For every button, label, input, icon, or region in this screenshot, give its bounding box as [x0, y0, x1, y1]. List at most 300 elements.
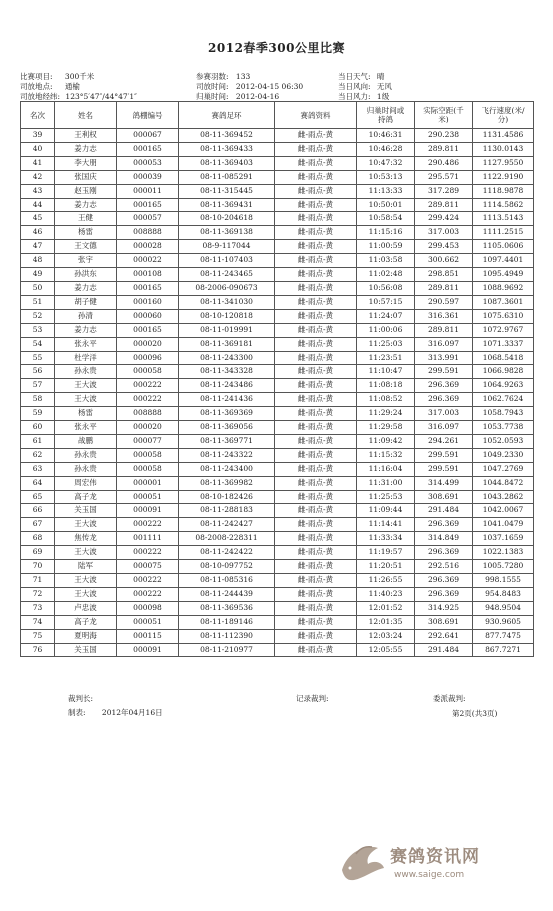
cell-loft: 000165 — [117, 323, 179, 337]
cell-distance: 308.691 — [415, 615, 473, 629]
cell-loft: 008888 — [117, 226, 179, 240]
cell-arrival: 11:23:51 — [357, 351, 415, 365]
cell-speed: 1043.2862 — [473, 490, 534, 504]
cell-loft: 000039 — [117, 170, 179, 184]
cell-name: 张国庆 — [55, 170, 117, 184]
cell-speed: 1053.7738 — [473, 421, 534, 435]
cell-speed: 1072.9767 — [473, 323, 534, 337]
cell-rank: 65 — [21, 490, 55, 504]
cell-loft: 008888 — [117, 407, 179, 421]
cell-rank: 47 — [21, 240, 55, 254]
cell-speed: 1068.5418 — [473, 351, 534, 365]
weather-label: 当日天气: — [338, 72, 371, 81]
cell-rank: 69 — [21, 546, 55, 560]
cell-name: 周宏伟 — [55, 476, 117, 490]
cell-info: 雌-雨点-黄 — [275, 504, 357, 518]
cell-info: 雌-雨点-黄 — [275, 407, 357, 421]
cell-rank: 57 — [21, 379, 55, 393]
cell-speed: 1049.2330 — [473, 448, 534, 462]
cell-name: 王大波 — [55, 393, 117, 407]
cell-name: 杨雷 — [55, 226, 117, 240]
table-row — [21, 323, 534, 337]
cell-loft: 000051 — [117, 615, 179, 629]
race-item-value: 300千米 — [64, 72, 95, 81]
cell-speed: 1118.9878 — [473, 184, 534, 198]
cell-ring: 08-11-369433 — [179, 142, 275, 156]
cell-loft: 000222 — [117, 574, 179, 588]
cell-arrival: 12:03:24 — [357, 629, 415, 643]
table-row — [21, 309, 534, 323]
cell-distance: 290.597 — [415, 295, 473, 309]
cell-name: 李大朋 — [55, 156, 117, 170]
cell-distance: 300.662 — [415, 254, 473, 268]
cell-distance: 292.516 — [415, 560, 473, 574]
table-row — [21, 504, 534, 518]
cell-arrival: 11:40:23 — [357, 587, 415, 601]
cell-speed: 867.7271 — [473, 643, 534, 657]
cell-name: 王大波 — [55, 518, 117, 532]
cell-ring: 08-11-085291 — [179, 170, 275, 184]
table-row — [21, 518, 534, 532]
cell-speed: 1095.4949 — [473, 268, 534, 282]
cell-info: 雌-雨点-黄 — [275, 434, 357, 448]
cell-rank: 53 — [21, 323, 55, 337]
cell-loft: 000165 — [117, 198, 179, 212]
cell-arrival: 11:14:41 — [357, 518, 415, 532]
cell-name: 王大波 — [55, 574, 117, 588]
cell-name: 王文德 — [55, 240, 117, 254]
cell-loft: 000058 — [117, 365, 179, 379]
cell-info: 雌-雨点-黄 — [275, 379, 357, 393]
cell-speed: 1111.2515 — [473, 226, 534, 240]
cell-distance: 296.369 — [415, 574, 473, 588]
cell-info: 雌-雨点-黄 — [275, 309, 357, 323]
cell-distance: 316.361 — [415, 309, 473, 323]
cell-arrival: 10:56:08 — [357, 281, 415, 295]
cell-ring: 08-11-369771 — [179, 434, 275, 448]
cell-arrival: 11:19:57 — [357, 546, 415, 560]
cell-info: 雌-雨点-黄 — [275, 518, 357, 532]
wind-direction-label: 当日风向: — [338, 82, 371, 91]
cell-info: 雌-雨点-黄 — [275, 212, 357, 226]
table-row — [21, 156, 534, 170]
cell-ring: 08-11-369056 — [179, 421, 275, 435]
assigned-label: 委派裁判: — [433, 694, 466, 703]
cell-arrival: 10:50:01 — [357, 198, 415, 212]
cell-name: 赵玉刚 — [55, 184, 117, 198]
cell-ring: 08-10-097752 — [179, 560, 275, 574]
cell-name: 夏明海 — [55, 629, 117, 643]
header-name: 姓名 — [55, 102, 117, 129]
table-row — [21, 170, 534, 184]
cell-rank: 50 — [21, 281, 55, 295]
cell-arrival: 10:46:31 — [357, 129, 415, 143]
cell-name: 孙清 — [55, 309, 117, 323]
cell-loft: 000077 — [117, 434, 179, 448]
cell-name: 孙永贵 — [55, 448, 117, 462]
cell-info: 雌-雨点-黄 — [275, 601, 357, 615]
cell-rank: 52 — [21, 309, 55, 323]
cell-ring: 08-11-369431 — [179, 198, 275, 212]
cell-rank: 39 — [21, 129, 55, 143]
cell-speed: 1064.9263 — [473, 379, 534, 393]
cell-info: 雌-雨点-黄 — [275, 129, 357, 143]
cell-arrival: 12:01:52 — [357, 601, 415, 615]
page-info: 第2页(共3页) — [452, 709, 498, 718]
cell-name: 张永平 — [55, 337, 117, 351]
cell-info: 雌-雨点-黄 — [275, 142, 357, 156]
cell-name: 姜力志 — [55, 142, 117, 156]
cell-info: 雌-雨点-黄 — [275, 629, 357, 643]
cell-distance: 289.811 — [415, 198, 473, 212]
cell-info: 雌-雨点-黄 — [275, 254, 357, 268]
cell-name: 张永平 — [55, 421, 117, 435]
watermark — [342, 840, 522, 890]
cell-distance: 291.484 — [415, 504, 473, 518]
cell-ring: 08-11-243400 — [179, 462, 275, 476]
cell-loft: 000160 — [117, 295, 179, 309]
cell-arrival: 10:58:54 — [357, 212, 415, 226]
cell-arrival: 11:15:16 — [357, 226, 415, 240]
cell-speed: 1105.0606 — [473, 240, 534, 254]
cell-speed: 1088.9692 — [473, 281, 534, 295]
cell-arrival: 12:05:55 — [357, 643, 415, 657]
cell-info: 雌-雨点-黄 — [275, 184, 357, 198]
cell-name: 焦传龙 — [55, 532, 117, 546]
cell-arrival: 11:09:42 — [357, 434, 415, 448]
cell-rank: 59 — [21, 407, 55, 421]
cell-distance: 292.641 — [415, 629, 473, 643]
cell-ring: 08-11-369403 — [179, 156, 275, 170]
cell-arrival: 10:53:13 — [357, 170, 415, 184]
cell-name: 杨雷 — [55, 407, 117, 421]
cell-name: 战鹏 — [55, 434, 117, 448]
cell-loft: 000067 — [117, 129, 179, 143]
cell-rank: 58 — [21, 393, 55, 407]
cell-rank: 54 — [21, 337, 55, 351]
cell-name: 张宇 — [55, 254, 117, 268]
cell-name: 孙洪东 — [55, 268, 117, 282]
cell-speed: 1127.9550 — [473, 156, 534, 170]
cell-loft: 000222 — [117, 587, 179, 601]
table-header-row — [21, 102, 534, 129]
table-row — [21, 574, 534, 588]
cell-rank: 76 — [21, 643, 55, 657]
cell-arrival: 11:16:04 — [357, 462, 415, 476]
entries-value: 133 — [235, 72, 251, 81]
cell-distance: 299.453 — [415, 240, 473, 254]
cell-loft: 000115 — [117, 629, 179, 643]
cell-speed: 954.8483 — [473, 587, 534, 601]
cell-distance: 317.289 — [415, 184, 473, 198]
cell-ring: 08-11-369452 — [179, 129, 275, 143]
referee-label: 裁判长: — [68, 694, 94, 703]
results-table — [20, 101, 534, 657]
table-row — [21, 462, 534, 476]
cell-ring: 08-11-369536 — [179, 601, 275, 615]
release-place-label: 司放地点: — [20, 82, 53, 91]
table-row — [21, 212, 534, 226]
cell-rank: 63 — [21, 462, 55, 476]
cell-ring: 08-11-189146 — [179, 615, 275, 629]
cell-ring: 08-11-369369 — [179, 407, 275, 421]
cell-name: 卢忠波 — [55, 601, 117, 615]
cell-arrival: 11:31:00 — [357, 476, 415, 490]
cell-rank: 56 — [21, 365, 55, 379]
cell-info: 雌-雨点-黄 — [275, 156, 357, 170]
cell-rank: 70 — [21, 560, 55, 574]
table-row — [21, 226, 534, 240]
cell-distance: 316.097 — [415, 337, 473, 351]
cell-ring: 08-11-112390 — [179, 629, 275, 643]
cell-info: 雌-雨点-黄 — [275, 490, 357, 504]
cell-info: 雌-雨点-黄 — [275, 323, 357, 337]
cell-distance: 296.369 — [415, 379, 473, 393]
cell-distance: 299.591 — [415, 365, 473, 379]
header-rank: 名次 — [21, 102, 55, 129]
table-row — [21, 281, 534, 295]
cell-arrival: 10:57:15 — [357, 295, 415, 309]
cell-arrival: 11:08:52 — [357, 393, 415, 407]
cell-info: 雌-雨点-黄 — [275, 587, 357, 601]
cell-distance: 295.571 — [415, 170, 473, 184]
table-row — [21, 379, 534, 393]
table-row — [21, 629, 534, 643]
watermark-title: 赛鸽资讯网 — [390, 847, 480, 867]
cell-ring: 08-11-369181 — [179, 337, 275, 351]
cell-info: 雌-雨点-黄 — [275, 170, 357, 184]
cell-name: 孙永贵 — [55, 365, 117, 379]
cell-loft: 000020 — [117, 421, 179, 435]
table-row — [21, 184, 534, 198]
release-place-value: 通榆 — [64, 82, 80, 91]
table-row — [21, 254, 534, 268]
cell-loft: 000058 — [117, 462, 179, 476]
cell-speed: 1075.6310 — [473, 309, 534, 323]
cell-speed: 1047.2769 — [473, 462, 534, 476]
made-by — [68, 707, 163, 718]
cell-speed: 1062.7624 — [473, 393, 534, 407]
header-distance: 实际空距(千米) — [415, 102, 473, 129]
cell-distance: 289.811 — [415, 142, 473, 156]
table-row — [21, 351, 534, 365]
cell-distance: 313.991 — [415, 351, 473, 365]
cell-speed: 1071.3337 — [473, 337, 534, 351]
cell-info: 雌-雨点-黄 — [275, 240, 357, 254]
cell-rank: 73 — [21, 601, 55, 615]
cell-rank: 49 — [21, 268, 55, 282]
cell-loft: 000096 — [117, 351, 179, 365]
cell-ring: 08-2008-228311 — [179, 532, 275, 546]
cell-speed: 1022.1383 — [473, 546, 534, 560]
cell-distance: 308.691 — [415, 490, 473, 504]
cell-loft: 000222 — [117, 546, 179, 560]
wind-force-value: 1级 — [376, 92, 390, 101]
cell-info: 雌-雨点-黄 — [275, 462, 357, 476]
cell-arrival: 11:02:48 — [357, 268, 415, 282]
cell-ring: 08-11-288183 — [179, 504, 275, 518]
cell-loft: 000165 — [117, 281, 179, 295]
table-row — [21, 601, 534, 615]
cell-ring: 08-11-244439 — [179, 587, 275, 601]
cell-loft: 000001 — [117, 476, 179, 490]
cell-arrival: 11:24:07 — [357, 309, 415, 323]
cell-ring: 08-10-182426 — [179, 490, 275, 504]
cell-distance: 299.591 — [415, 448, 473, 462]
cell-loft: 000108 — [117, 268, 179, 282]
cell-ring: 08-11-369982 — [179, 476, 275, 490]
table-row — [21, 421, 534, 435]
cell-distance: 296.369 — [415, 393, 473, 407]
cell-name: 王健 — [55, 212, 117, 226]
cell-loft: 000222 — [117, 393, 179, 407]
cell-rank: 66 — [21, 504, 55, 518]
cell-info: 雌-雨点-黄 — [275, 226, 357, 240]
table-row — [21, 129, 534, 143]
cell-speed: 1041.0479 — [473, 518, 534, 532]
cell-speed: 1087.3601 — [473, 295, 534, 309]
cell-loft: 000058 — [117, 448, 179, 462]
cell-rank: 62 — [21, 448, 55, 462]
cell-info: 雌-雨点-黄 — [275, 448, 357, 462]
table-row — [21, 295, 534, 309]
cell-ring: 08-11-343328 — [179, 365, 275, 379]
cell-speed: 1114.5862 — [473, 198, 534, 212]
cell-distance: 296.369 — [415, 546, 473, 560]
table-row — [21, 448, 534, 462]
cell-info: 雌-雨点-黄 — [275, 351, 357, 365]
cell-name: 王大波 — [55, 546, 117, 560]
cell-arrival: 11:10:47 — [357, 365, 415, 379]
cell-name: 关玉国 — [55, 643, 117, 657]
cell-speed: 1052.0593 — [473, 434, 534, 448]
return-time-label: 归巢时间: — [196, 92, 229, 101]
cell-arrival: 11:33:34 — [357, 532, 415, 546]
header-speed: 飞行速度(米/分) — [473, 102, 534, 129]
cell-loft: 000098 — [117, 601, 179, 615]
cell-info: 雌-雨点-黄 — [275, 281, 357, 295]
cell-name: 孙永贵 — [55, 462, 117, 476]
table-row — [21, 337, 534, 351]
cell-rank: 72 — [21, 587, 55, 601]
cell-arrival: 11:08:18 — [357, 379, 415, 393]
cell-distance: 290.486 — [415, 156, 473, 170]
cell-info: 雌-雨点-黄 — [275, 268, 357, 282]
table-row — [21, 142, 534, 156]
table-row — [21, 393, 534, 407]
cell-name: 高子龙 — [55, 615, 117, 629]
cell-distance: 299.591 — [415, 462, 473, 476]
recorder-label: 记录裁判: — [296, 694, 329, 703]
cell-arrival: 11:29:58 — [357, 421, 415, 435]
cell-name: 杜学洋 — [55, 351, 117, 365]
cell-speed: 1066.9828 — [473, 365, 534, 379]
cell-ring: 08-11-241436 — [179, 393, 275, 407]
cell-speed: 1122.9190 — [473, 170, 534, 184]
table-row — [21, 407, 534, 421]
release-time-value: 2012-04-15 06:30 — [235, 82, 304, 91]
cell-distance: 290.238 — [415, 129, 473, 143]
header-info: 赛鸽资料 — [275, 102, 357, 129]
cell-name: 高子龙 — [55, 490, 117, 504]
cell-ring: 08-2006-090673 — [179, 281, 275, 295]
cell-speed: 1097.4401 — [473, 254, 534, 268]
table-row — [21, 476, 534, 490]
race-item-label: 比赛项目: — [20, 72, 53, 81]
cell-arrival: 11:15:32 — [357, 448, 415, 462]
cell-ring: 08-11-315445 — [179, 184, 275, 198]
cell-distance: 294.261 — [415, 434, 473, 448]
cell-loft: 000020 — [117, 337, 179, 351]
cell-ring: 08-11-210977 — [179, 643, 275, 657]
cell-rank: 51 — [21, 295, 55, 309]
table-row — [21, 434, 534, 448]
table-body — [21, 129, 534, 657]
cell-speed: 930.9605 — [473, 615, 534, 629]
cell-arrival: 11:03:58 — [357, 254, 415, 268]
table-row — [21, 365, 534, 379]
cell-loft: 000222 — [117, 379, 179, 393]
cell-speed: 1037.1659 — [473, 532, 534, 546]
header-ring: 赛鸽足环 — [179, 102, 275, 129]
cell-distance: 289.811 — [415, 281, 473, 295]
cell-rank: 48 — [21, 254, 55, 268]
cell-distance: 298.851 — [415, 268, 473, 282]
cell-loft: 000060 — [117, 309, 179, 323]
cell-rank: 64 — [21, 476, 55, 490]
cell-distance: 314.925 — [415, 601, 473, 615]
cell-arrival: 10:47:32 — [357, 156, 415, 170]
table-row — [21, 587, 534, 601]
cell-info: 雌-雨点-黄 — [275, 546, 357, 560]
header-loft: 鸽棚编号 — [117, 102, 179, 129]
cell-ring: 08-11-243322 — [179, 448, 275, 462]
header-arrival: 归巢时间或持鸽 — [357, 102, 415, 129]
cell-rank: 67 — [21, 518, 55, 532]
cell-loft: 000091 — [117, 504, 179, 518]
cell-ring: 08-11-369138 — [179, 226, 275, 240]
cell-arrival: 11:20:51 — [357, 560, 415, 574]
watermark-url: www.saige.com — [394, 870, 465, 880]
cell-name: 王利权 — [55, 129, 117, 143]
table-row — [21, 546, 534, 560]
cell-loft: 000051 — [117, 490, 179, 504]
cell-ring: 08-11-242427 — [179, 518, 275, 532]
made-label: 制表: — [68, 708, 86, 717]
cell-info: 雌-雨点-黄 — [275, 615, 357, 629]
coords-label: 司放地经纬: — [20, 92, 61, 101]
cell-arrival: 11:09:44 — [357, 504, 415, 518]
cell-speed: 998.1555 — [473, 574, 534, 588]
entries-label: 参赛羽数: — [196, 72, 229, 81]
cell-loft: 000028 — [117, 240, 179, 254]
cell-loft: 000022 — [117, 254, 179, 268]
wind-direction-value: 无风 — [376, 82, 392, 91]
cell-rank: 74 — [21, 615, 55, 629]
cell-speed: 1044.8472 — [473, 476, 534, 490]
table-row — [21, 643, 534, 657]
cell-loft: 000091 — [117, 643, 179, 657]
cell-ring: 08-11-243300 — [179, 351, 275, 365]
cell-ring: 08-11-085316 — [179, 574, 275, 588]
cell-ring: 08-11-341030 — [179, 295, 275, 309]
cell-speed: 1058.7943 — [473, 407, 534, 421]
cell-info: 雌-雨点-黄 — [275, 365, 357, 379]
cell-info: 雌-雨点-黄 — [275, 574, 357, 588]
cell-rank: 42 — [21, 170, 55, 184]
cell-distance: 296.369 — [415, 587, 473, 601]
cell-speed: 1042.0067 — [473, 504, 534, 518]
